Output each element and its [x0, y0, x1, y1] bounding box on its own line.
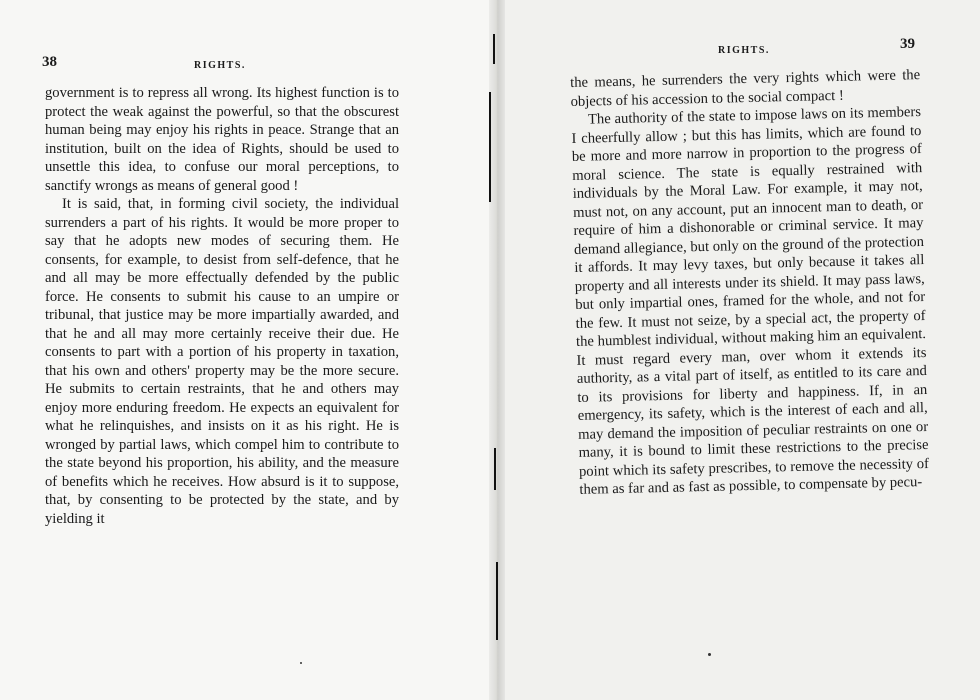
gutter-mark: [494, 448, 496, 490]
body-text-left: [45, 84, 399, 528]
page-number-left: 38: [42, 54, 57, 70]
running-head-left: RIGHTS.: [194, 60, 246, 71]
running-head-right: RIGHTS.: [718, 45, 770, 56]
right-page: [500, 0, 980, 700]
paper-speck: [300, 662, 302, 664]
gutter-mark: [496, 562, 498, 640]
gutter-mark: [493, 34, 495, 64]
paper-speck: [708, 653, 711, 656]
paragraph: government is to repress all wrong. Its highest function is to protect the weak against the powerful, so that the obscurest human being may enjoy his rights in peace. Strange that an institution, built on the idea of Rights, should be used to unsettle this idea, to confuse our moral perceptions, to sanctify wrongs as means of general good !: [45, 85, 399, 194]
gutter-mark: [489, 92, 491, 202]
paragraph: the means, he surrenders the very rights which were the objects of his accession to the social compact !: [570, 67, 921, 110]
body-text-right: [570, 66, 930, 499]
page-number-right: 39: [900, 36, 915, 52]
paragraph: It is said, that, in forming civil society, the individual surrenders a part of his rights. It would be more proper to say that he adopts new modes of securing them. He consents, for example, to desist from self-defence, that he and all may be more effectually defended by the public force. He consents to submit his cause to an umpire or tribunal, that justice may be more impartially awarded, and that he and all may more certainly receive their due. He consents to part with a portion of his property in taxation, that his own and others' property may be the more secure. He submits to certain restraints, that he and others may enjoy more enduring freedom. He expects an equivalent for what he relinquishes, and insists on it as his right. He is wronged by partial laws, which compel him to contribute to the state beyond his proportion, his ability, and the measure of benefits which he receives. How absurd is it to suppose, that, by consenting to be protected by the state, and by yielding it: [45, 196, 399, 527]
paragraph: The authority of the state to impose laws on its members I cheerfully allow ; but this has limits, which are found to be more and more narrow in proportion to the progress of moral science. The state is equally restrained with individuals by the Moral Law. For example, it may not, must not, on any account, put an innocent man to death, or require of him a dishonorable or criminal service. It may demand allegiance, but only on the ground of the protection it affords. It may levy taxes, but only because it takes all property and all interests under its shield. It may pass laws, but only impartial ones, framed for the whole, and not for the few. It must not seize, by a special act, the property of the humblest individual, without making him an equivalent. It must regard every man, over whom it extends its authority, as a vital part of itself, as entitled to its care and to its provisions for liberty and happiness. If, in an emergency, its safety, which is the interest of each and all, may demand the imposition of peculiar restraints on one or many, it is bound to limit these restrictions to the precise point which its safety prescribes, to remove the necessity of them as far and as fast as possible, to compensate by pecu-: [571, 104, 930, 498]
